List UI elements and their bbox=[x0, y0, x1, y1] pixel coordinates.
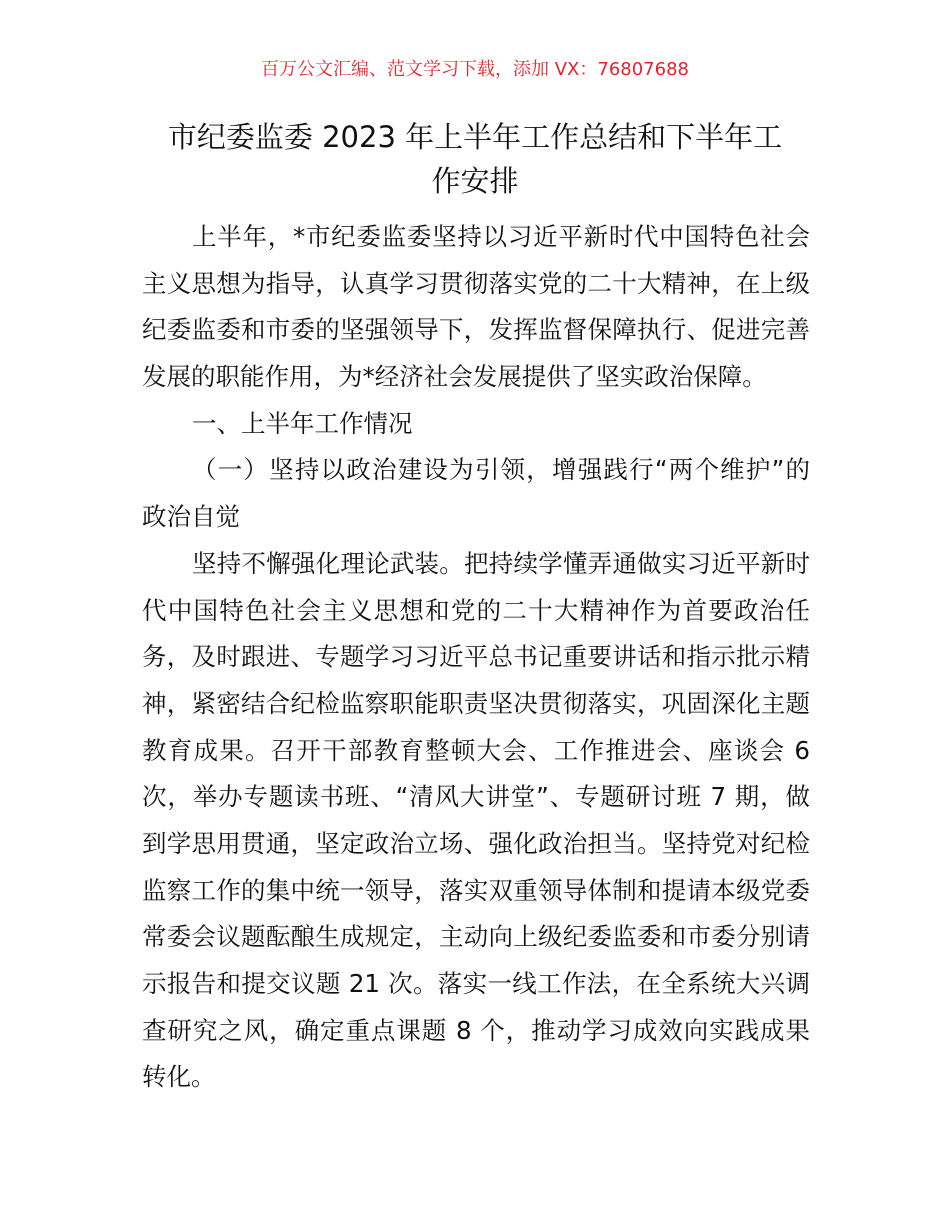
subsection-heading bbox=[142, 447, 810, 540]
document-body bbox=[142, 214, 810, 1101]
text-line: 务，及时跟进、专题学习习近平总书记重要讲话和指示批示精 bbox=[142, 642, 810, 672]
text-line: 发展的职能作用，为*经济社会发展提供了坚实政治保障。 bbox=[142, 362, 767, 392]
title-line: 作安排 bbox=[431, 164, 519, 198]
text-line: 一、上半年工作情况 bbox=[192, 408, 413, 438]
text-line: 坚持不懈强化理论武装。把持续学懂弄通做实习近平新时 bbox=[192, 548, 810, 578]
text-line: 示报告和提交议题 21 次。落实一线工作法，在全系统大兴调 bbox=[142, 969, 810, 998]
text-line: 神，紧密结合纪检监察职能职责坚决贯彻落实，巩固深化主题 bbox=[142, 688, 810, 718]
title-line: 市纪委监委 2023 年上半年工作总结和下半年工 bbox=[167, 120, 783, 154]
text-line: （一）坚持以政治建设为引领，增强践行“两个维护”的 bbox=[192, 455, 810, 485]
text-line: 主义思想为指导，认真学习贯彻落实党的二十大精神，在上级 bbox=[142, 268, 810, 298]
text-line: 纪委监委和市委的坚强领导下，发挥监督保障执行、促进完善 bbox=[142, 315, 810, 345]
text-line: 到学思用贯通，坚定政治立场、强化政治担当。坚持党对纪检 bbox=[142, 828, 810, 858]
document-title bbox=[130, 115, 820, 203]
text-line: 监察工作的集中统一领导，落实双重领导体制和提请本级党委 bbox=[142, 875, 810, 905]
text-line: 查研究之风，确定重点课题 8 个，推动学习成效向实践成果 bbox=[142, 1015, 810, 1045]
text-line: 常委会议题酝酿生成规定，主动向上级纪委监委和市委分别请 bbox=[142, 922, 810, 952]
text-line: 次，举办专题读书班、“清风大讲堂”、专题研讨班 7 期，做 bbox=[142, 782, 810, 812]
paragraph bbox=[142, 541, 810, 1101]
watermark-banner: 百万公文汇编、范文学习下载，添加 VX：76807688 bbox=[261, 59, 689, 80]
text-line: 政治自觉 bbox=[142, 502, 240, 532]
paragraph bbox=[142, 214, 810, 401]
text-line: 教育成果。召开干部教育整顿大会、工作推进会、座谈会 6 bbox=[142, 735, 810, 765]
text-line: 上半年，*市纪委监委坚持以习近平新时代中国特色社会 bbox=[192, 222, 810, 251]
text-line: 代中国特色社会主义思想和党的二十大精神作为首要政治任 bbox=[142, 595, 810, 625]
section-heading bbox=[142, 401, 810, 448]
text-line: 转化。 bbox=[142, 1062, 216, 1092]
